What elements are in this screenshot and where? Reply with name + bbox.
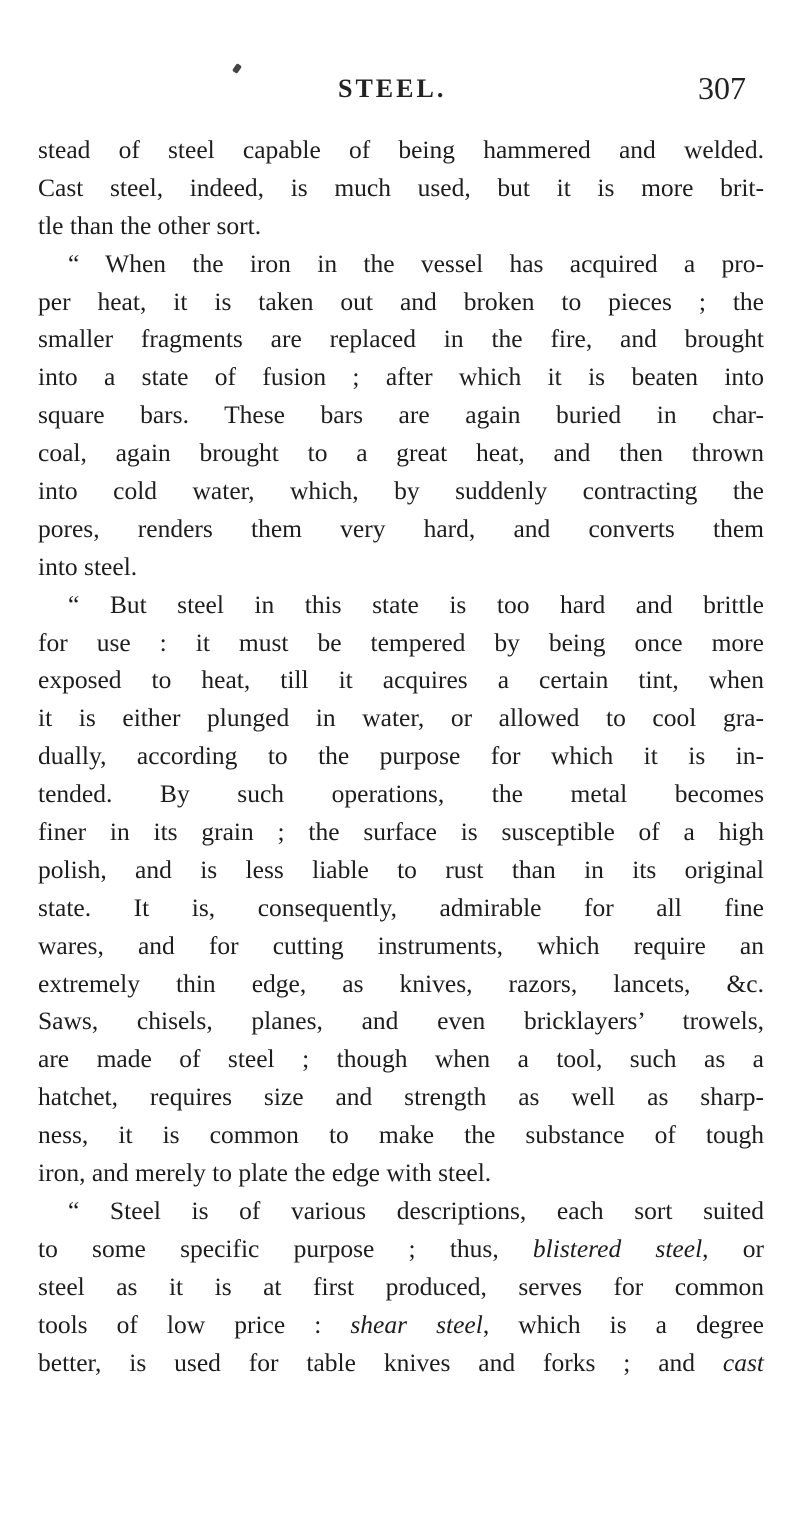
- running-head: STEEL.: [338, 74, 447, 103]
- text-line: [38, 472, 764, 510]
- text-line-content: iron, and merely to plate the edge with steel.: [38, 1158, 492, 1188]
- text-line: [38, 1116, 764, 1154]
- text-line: [38, 1154, 764, 1192]
- text-line: [38, 548, 764, 586]
- text-line: [38, 320, 764, 358]
- text-line: [38, 358, 764, 396]
- text-line: [38, 131, 764, 169]
- page-number: 307: [698, 70, 746, 106]
- text-line-content: stead of steel capable of being hammered and welded.: [38, 135, 764, 164]
- text-line-content: pores, renders them very hard, and converts them: [38, 513, 764, 543]
- text-line-tail: , which is a degree: [482, 1309, 764, 1339]
- text-line: [38, 889, 764, 927]
- text-line: [38, 965, 764, 1003]
- text-line: [38, 661, 764, 699]
- text-line: [38, 510, 764, 548]
- ink-speck: [232, 63, 242, 74]
- text-line: [38, 699, 764, 737]
- text-line-content: are made of steel ; though when a tool, such as a: [38, 1044, 764, 1074]
- text-line-content: tools of low price :: [38, 1309, 351, 1339]
- text-line: [38, 434, 764, 472]
- text-line-content: tended. By such operations, the metal becomes: [38, 779, 764, 809]
- body-text: [38, 131, 764, 1381]
- text-line: [38, 1040, 764, 1078]
- text-line: [38, 737, 764, 775]
- text-line: [38, 169, 764, 207]
- italic-term: blistered steel: [532, 1233, 703, 1263]
- text-line-content: better, is used for table knives and forks ; and: [38, 1347, 723, 1377]
- text-line: [38, 1078, 764, 1116]
- text-line-content: exposed to heat, till it acquires a certain tint, when: [38, 665, 764, 695]
- text-line-content: state. It is, consequently, admirable for all fine: [38, 892, 764, 922]
- text-line-content: “ When the iron in the vessel has acquired a pro-: [68, 248, 764, 278]
- text-line: [38, 207, 764, 245]
- text-line: [38, 624, 764, 662]
- text-line-content: square bars. These bars are again buried in char-: [38, 400, 764, 430]
- text-line-content: coal, again brought to a great heat, and then thrown: [38, 438, 764, 468]
- text-line-content: per heat, it is taken out and broken to pieces ; the: [38, 286, 764, 316]
- text-line-content: for use : it must be tempered by being once more: [38, 627, 764, 657]
- text-line: [38, 1344, 764, 1382]
- text-line-content: hatchet, requires size and strength as well as sharp-: [38, 1082, 764, 1112]
- page-header: [0, 70, 800, 114]
- text-line: [38, 775, 764, 813]
- text-line: [38, 586, 764, 624]
- text-line-content: into steel.: [38, 551, 138, 581]
- text-line-content: finer in its grain ; the surface is susceptible of a high: [38, 817, 764, 847]
- text-line: [38, 1306, 764, 1344]
- italic-term: shear steel: [350, 1309, 483, 1339]
- text-line-content: tle than the other sort.: [38, 210, 262, 240]
- text-line-content: steel as it is at first produced, serves for common: [38, 1271, 764, 1301]
- italic-term: cast: [722, 1347, 764, 1377]
- text-line-content: extremely thin edge, as knives, razors, lancets, &c.: [38, 968, 764, 998]
- text-line-content: into cold water, which, by suddenly contracting the: [38, 476, 764, 506]
- text-line-content: into a state of fusion ; after which it is beaten into: [38, 362, 764, 392]
- text-line-content: polish, and is less liable to rust than in its original: [38, 854, 764, 884]
- text-line: [38, 851, 764, 889]
- text-line-content: “ But steel in this state is too hard and brittle: [68, 589, 764, 619]
- text-line-content: dually, according to the purpose for which it is in-: [38, 741, 764, 771]
- text-line: [38, 927, 764, 965]
- text-line-content: “ Steel is of various descriptions, each sort suited: [68, 1195, 764, 1225]
- text-line-content: Saws, chisels, planes, and even bricklayers’ trowels,: [38, 1006, 764, 1036]
- text-line-content: wares, and for cutting instruments, which require an: [38, 930, 764, 960]
- text-line: [38, 1002, 764, 1040]
- text-line: [38, 1268, 764, 1306]
- text-line: [38, 283, 764, 321]
- text-line: [38, 245, 764, 283]
- text-line: [38, 1230, 764, 1268]
- text-line: [38, 396, 764, 434]
- text-line-tail: , or: [702, 1233, 764, 1263]
- text-line: [38, 813, 764, 851]
- text-line-content: smaller fragments are replaced in the fire, and brought: [38, 324, 764, 354]
- text-line-content: it is either plunged in water, or allowed to cool gra-: [38, 703, 764, 733]
- text-line-content: ness, it is common to make the substance of tough: [38, 1120, 764, 1150]
- text-line: [38, 1192, 764, 1230]
- text-line-content: to some specific purpose ; thus,: [38, 1233, 533, 1263]
- text-line-content: Cast steel, indeed, is much used, but it is more brit-: [38, 172, 764, 202]
